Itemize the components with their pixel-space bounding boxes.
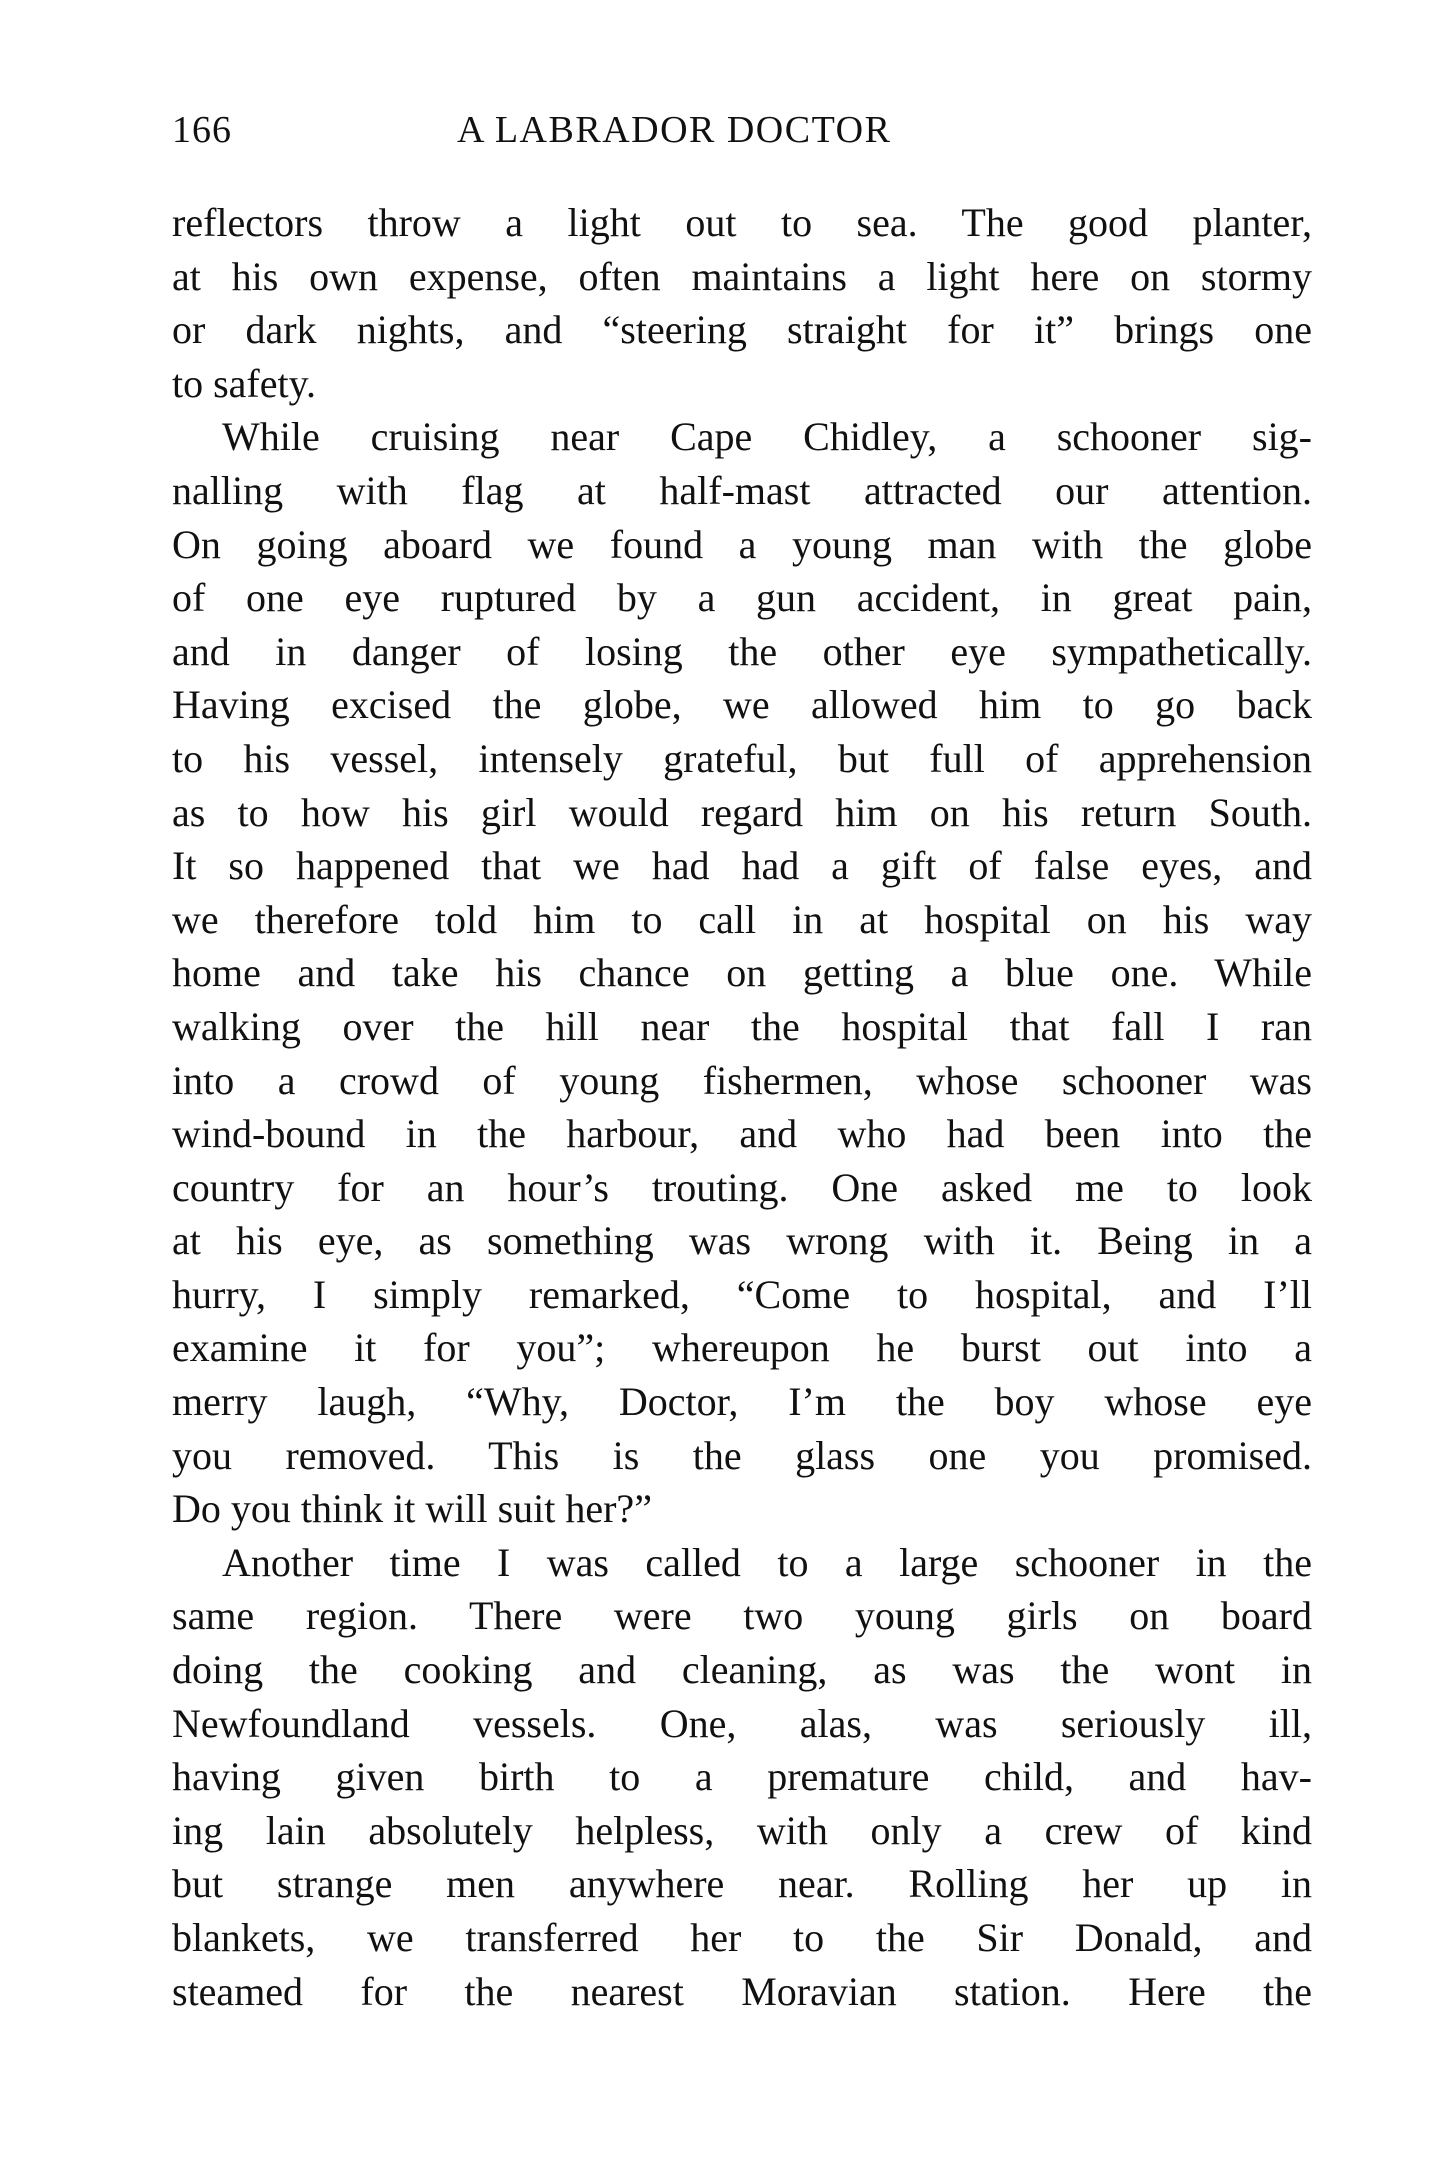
text-line: hurry, I simply remarked, “Come to hospital, and I’ll: [172, 1271, 1312, 1317]
text-line: ing lain absolutely helpless, with only a crew of kind: [172, 1807, 1312, 1853]
text-line: of one eye ruptured by a gun accident, in great pain,: [172, 575, 1312, 621]
text-line: blankets, we transferred her to the Sir Donald, and: [172, 1915, 1312, 1960]
text-line: doing the cooking and cleaning, as was the wont in: [172, 1647, 1312, 1693]
text-line: nalling with flag at half-mast attracted our attention.: [172, 467, 1312, 513]
text-line: to safety.: [172, 360, 317, 406]
text-line: Having excised the globe, we allowed him to go back: [172, 682, 1312, 728]
running-head: A LABRADOR DOCTOR: [457, 109, 892, 151]
text-line: at his eye, as something was wrong with it. Being in a: [172, 1218, 1312, 1264]
text-line: country for an hour’s trouting. One asked me to look: [172, 1164, 1312, 1210]
text-line: and in danger of losing the other eye sympathetically.: [172, 628, 1312, 674]
text-line: you removed. This is the glass one you promised.: [172, 1432, 1312, 1478]
text-line: Do you think it will suit her?”: [172, 1486, 652, 1532]
page-number: 166: [172, 109, 232, 151]
text-line: merry laugh, “Why, Doctor, I’m the boy whose eye: [172, 1379, 1312, 1425]
text-line: walking over the hill near the hospital that fall I ran: [172, 1003, 1312, 1049]
text-line: wind-bound in the harbour, and who had been into the: [172, 1111, 1312, 1157]
text-line: examine it for you”; whereupon he burst out into a: [172, 1325, 1312, 1371]
text-line: into a crowd of young fishermen, whose schooner was: [172, 1057, 1312, 1103]
text-line: at his own expense, often maintains a light here on stormy: [172, 253, 1312, 299]
text-line: same region. There were two young girls on board: [172, 1593, 1312, 1639]
text-line: It so happened that we had had a gift of false eyes, and: [172, 843, 1312, 889]
text-line: reflectors throw a light out to sea. The good planter,: [172, 200, 1312, 245]
page-header: [172, 108, 1312, 168]
text-line: Newfoundland vessels. One, alas, was seriously ill,: [172, 1700, 1312, 1746]
text-line: or dark nights, and “steering straight for it” brings one: [172, 307, 1312, 353]
body-text: [172, 196, 1312, 2018]
text-line: steamed for the nearest Moravian station. Here the: [172, 1968, 1312, 2014]
text-line: home and take his chance on getting a blue one. While: [172, 950, 1312, 996]
text-line: but strange men anywhere near. Rolling her up in: [172, 1861, 1312, 1907]
text-line: While cruising near Cape Chidley, a schooner sig-: [222, 414, 1312, 460]
text-line: having given birth to a premature child, and hav-: [172, 1754, 1312, 1800]
text-line: we therefore told him to call in at hospital on his way: [172, 896, 1312, 942]
text-line: as to how his girl would regard him on his return South.: [172, 789, 1312, 835]
text-line: to his vessel, intensely grateful, but full of apprehension: [172, 735, 1312, 781]
text-line: On going aboard we found a young man with the globe: [172, 521, 1312, 567]
text-line: Another time I was called to a large schooner in the: [222, 1539, 1312, 1585]
